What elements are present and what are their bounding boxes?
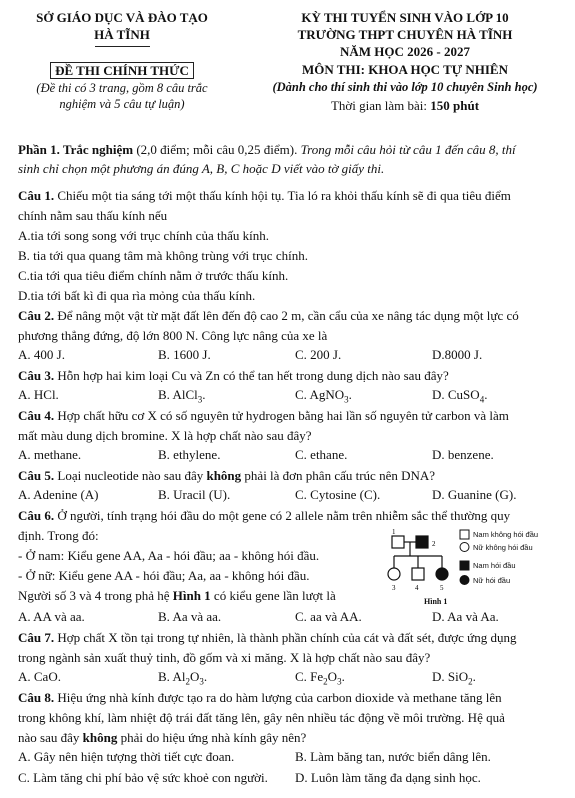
q4-stem-2: mất màu dung dịch bromine. X là hợp chất nào sau đây?	[18, 428, 312, 443]
q6-stem-1	[18, 507, 510, 524]
pedigree-female-3	[388, 568, 400, 580]
q7-option-b-sub2: 3	[199, 676, 204, 687]
q5-option-a: A. Adenine (A)	[18, 487, 99, 502]
school-name: TRƯỜNG THPT CHUYÊN HÀ TĨNH	[297, 27, 513, 42]
province-name: HÀ TĨNH	[94, 27, 150, 42]
q1-option-c: C.tia tới qua tiêu điểm chính nằm ở trước thấu kính.	[18, 268, 289, 283]
legend-square-filled-icon	[460, 561, 469, 570]
q6-option-a: A. AA và aa.	[18, 609, 85, 624]
pedigree-number-2: 2	[432, 540, 436, 548]
q8-label: Câu 8.	[18, 690, 55, 705]
q2-option-a: A. 400 J.	[18, 347, 65, 362]
q4-label: Câu 4.	[18, 408, 55, 423]
pedigree-male-4	[412, 568, 424, 580]
q1-text-1: Chiếu một tia sáng tới một thấu kính hội tụ. Tia ló ra khỏi thấu kính sẽ đi qua tiêu điểm	[57, 188, 511, 203]
q6-text-1: Ở người, tính trạng hói đầu do một gene có 2 allele nằm trên nhiễm sắc thể thường quy	[57, 508, 511, 523]
pedigree-figure	[384, 528, 562, 616]
q2-stem-1	[18, 307, 519, 324]
part1-instruction-2: sinh chỉ chọn một phương án đúng A, B, C hoặc D viết vào tờ giấy thi.	[18, 161, 385, 176]
q5-option-d: D. Guanine (G).	[432, 487, 517, 502]
q6-female-rule: - Ở nữ: Kiểu gene AA - hói đầu; Aa, aa - không hói đầu.	[18, 568, 310, 583]
q3-option-c: C. AgNO$_3$.	[295, 387, 352, 405]
q4-option-d: D. benzene.	[432, 447, 494, 462]
q1-option-d: D.tia tới bất kì đi qua rìa mỏng của thấu kính.	[18, 288, 256, 303]
q5-text-pre: Loại nucleotide nào sau đây	[57, 468, 204, 483]
q6-option-d: D. Aa và Aa.	[432, 609, 499, 624]
legend-circle-open-icon	[460, 543, 469, 552]
q8-option-d: D. Luôn làm tăng đa dạng sinh học.	[295, 770, 481, 785]
part1-heading	[18, 141, 516, 158]
part1-score: (2,0 điểm; mỗi câu 0,25 điểm).	[136, 142, 298, 157]
q6-option-c: C. aa và AA.	[295, 609, 362, 624]
q2-stem-2: phương thẳng đứng, độ lớn 800 N. Công lực nâng của xe là	[18, 328, 328, 343]
pedigree-diagram	[384, 528, 562, 616]
q8-option-b: B. Làm băng tan, nước biển dâng lên.	[295, 749, 491, 764]
q7-option-c-sub1: 2	[323, 676, 328, 687]
q6-question-pre: Người số 3 và 4 trong phả hệ	[18, 588, 170, 603]
q6-question-post: có kiểu gene lần lượt là	[213, 588, 336, 603]
q1-option-a: A.tia tới song song với trục chính của thấu kính.	[18, 228, 269, 243]
legend-female-bald: Nữ hói đầu	[473, 576, 511, 585]
q2-option-d: D.8000 J.	[432, 347, 483, 362]
header-divider-left	[95, 46, 150, 47]
q6-option-b: B. Aa và aa.	[158, 609, 222, 624]
q3-option-b-text: B. AlCl	[158, 387, 198, 402]
q3-option-d-sub: 4	[479, 394, 485, 405]
q4-option-b: B. ethylene.	[158, 447, 221, 462]
pedigree-number-1: 1	[392, 528, 396, 536]
q7-label: Câu 7.	[18, 630, 55, 645]
q7-option-d-sub: 2	[468, 676, 473, 687]
q3-stem	[18, 367, 449, 384]
q1-stem-2: chính nằm sau thấu kính nếu	[18, 208, 168, 223]
q8-stem-3	[18, 729, 306, 746]
q5-option-c: C. Cytosine (C).	[295, 487, 381, 502]
q6-stem-2: định. Trong đó:	[18, 528, 99, 543]
q7-option-c-text: C. Fe	[295, 669, 324, 684]
q7-option-a: A. CaO.	[18, 669, 61, 684]
pedigree-number-4: 4	[415, 584, 419, 592]
part1-instruction-1: Trong mỗi câu hỏi từ câu 1 đến câu 8, thí	[300, 142, 516, 157]
q7-option-b-mid: O	[189, 669, 200, 684]
q1-option-b: B. tia tới qua quang tâm mà không trùng với trục chính.	[18, 248, 308, 263]
q8-text-3-post: phải do hiệu ứng nhà kính gây nên?	[120, 730, 307, 745]
figure-caption: Hình 1	[424, 597, 448, 606]
pedigree-number-5: 5	[440, 584, 444, 592]
legend-male-normal: Nam không hói đầu	[473, 530, 539, 539]
legend-female-normal: Nữ không hói đầu	[473, 543, 533, 552]
q3-option-b: B. AlCl$_3$.	[158, 387, 206, 405]
q3-option-a: A. HCl.	[18, 387, 59, 402]
legend-male-bald: Nam hói đầu	[473, 561, 516, 570]
q4-option-c: C. ethane.	[295, 447, 348, 462]
q2-label: Câu 2.	[18, 308, 55, 323]
q8-stem-2: trong không khí, làm nhiệt độ trái đất tăng lên, gây nên nhiều tác động về môi trường. Hệ quả	[18, 710, 505, 725]
q7-option-c: C. $Fe_2O_3$.	[295, 669, 345, 687]
q3-option-c-sub: 3	[344, 394, 349, 405]
exam-name: KỲ THI TUYỂN SINH VÀO LỚP 10	[301, 10, 509, 25]
q8-text-3-pre: nào sau đây	[18, 730, 80, 745]
q7-option-b-text: B. Al	[158, 669, 186, 684]
part1-title: Phần 1. Trắc nghiệm	[18, 142, 134, 157]
q3-option-b-sub: 3	[197, 394, 203, 405]
q7-option-c-mid: O	[327, 669, 338, 684]
q7-option-d-text: D. SiO	[432, 669, 469, 684]
q5-text-emphasis: không	[206, 468, 242, 483]
q4-text-1: Hợp chất hữu cơ X có số nguyên tử hydrogen bằng hai lần số nguyên tử carbon và làm	[57, 408, 509, 423]
time-limit	[250, 98, 560, 114]
q5-label: Câu 5.	[18, 468, 55, 483]
q4-stem-1	[18, 407, 509, 424]
q1-stem-1	[18, 187, 511, 204]
q3-label: Câu 3.	[18, 368, 55, 383]
q8-stem-1	[18, 689, 502, 706]
q3-option-c-text: C. AgNO	[295, 387, 345, 402]
q7-option-b: B. $Al_2O_3$.	[158, 669, 208, 687]
q4-option-a: A. methane.	[18, 447, 82, 462]
pedigree-number-3: 3	[392, 584, 396, 592]
audience-note: (Dành cho thí sinh thi vào lớp 10 chuyên Sinh học)	[272, 80, 538, 94]
q8-option-c: C. Làm tăng chi phí bảo vệ sức khoẻ con người.	[18, 770, 268, 785]
pedigree-male-1	[392, 536, 404, 548]
pedigree-female-5	[436, 568, 448, 580]
q3-option-d: D. CuSO$_4$.	[432, 387, 488, 405]
q7-text-1: Hợp chất X tồn tại trong tự nhiên, là thành phần chính của cát và đất sét, được ứng dụng	[57, 630, 517, 645]
q8-text-3-emphasis: không	[82, 730, 118, 745]
time-limit-prefix: Thời gian làm bài:	[330, 98, 427, 113]
pedigree-male-2	[416, 536, 428, 548]
q6-question-figure-ref: Hình 1	[172, 588, 211, 603]
q6-male-rule: - Ở nam: Kiểu gene AA, Aa - hói đầu; aa - không hói đầu.	[18, 548, 320, 563]
q7-option-c-sub2: 3	[337, 676, 342, 687]
official-exam-label: ĐỀ THI CHÍNH THỨC	[50, 62, 194, 79]
q7-option-b-sub1: 2	[185, 676, 190, 687]
q8-option-a: A. Gây nên hiện tượng thời tiết cực đoan.	[18, 749, 235, 764]
q8-text-1: Hiệu ứng nhà kính được tạo ra do hàm lượng của carbon dioxide và methane tăng lên	[57, 690, 502, 705]
pages-note-line2: nghiệm và 5 câu tự luận)	[59, 97, 185, 111]
q2-text-1: Để nâng một vật từ mặt đất lên đến độ cao 2 m, cần cẩu của xe nâng tác dụng một lực có	[57, 308, 519, 323]
q3-text: Hỗn hợp hai kim loại Cu và Zn có thể tan hết trong dung dịch nào sau đây?	[57, 368, 449, 383]
q7-option-d: D. SiO$_2$.	[432, 669, 476, 687]
pages-note-line1: (Đề thi có 3 trang, gồm 8 câu trắc	[36, 81, 208, 95]
q6-question	[18, 587, 336, 604]
subject-title: MÔN THI: KHOA HỌC TỰ NHIÊN	[302, 62, 508, 77]
q2-option-c: C. 200 J.	[295, 347, 342, 362]
q5-stem	[18, 467, 435, 484]
department-name: SỞ GIÁO DỤC VÀ ĐÀO TẠO	[36, 10, 208, 25]
q1-label: Câu 1.	[18, 188, 55, 203]
legend-square-open-icon	[460, 530, 469, 539]
q5-option-b: B. Uracil (U).	[158, 487, 231, 502]
q3-option-d-text: D. CuSO	[432, 387, 480, 402]
q6-label: Câu 6.	[18, 508, 55, 523]
q5-text-post: phải là đơn phân cấu trúc nên DNA?	[244, 468, 436, 483]
time-limit-value: 150 phút	[430, 98, 480, 113]
q7-stem-2: trong ngành sản xuất thuỷ tinh, đồ gốm và xi măng. X là hợp chất nào sau đây?	[18, 650, 431, 665]
legend-circle-filled-icon	[460, 576, 469, 585]
q7-stem-1	[18, 629, 516, 646]
school-year: NĂM HỌC 2026 - 2027	[340, 44, 470, 59]
q2-option-b: B. 1600 J.	[158, 347, 211, 362]
